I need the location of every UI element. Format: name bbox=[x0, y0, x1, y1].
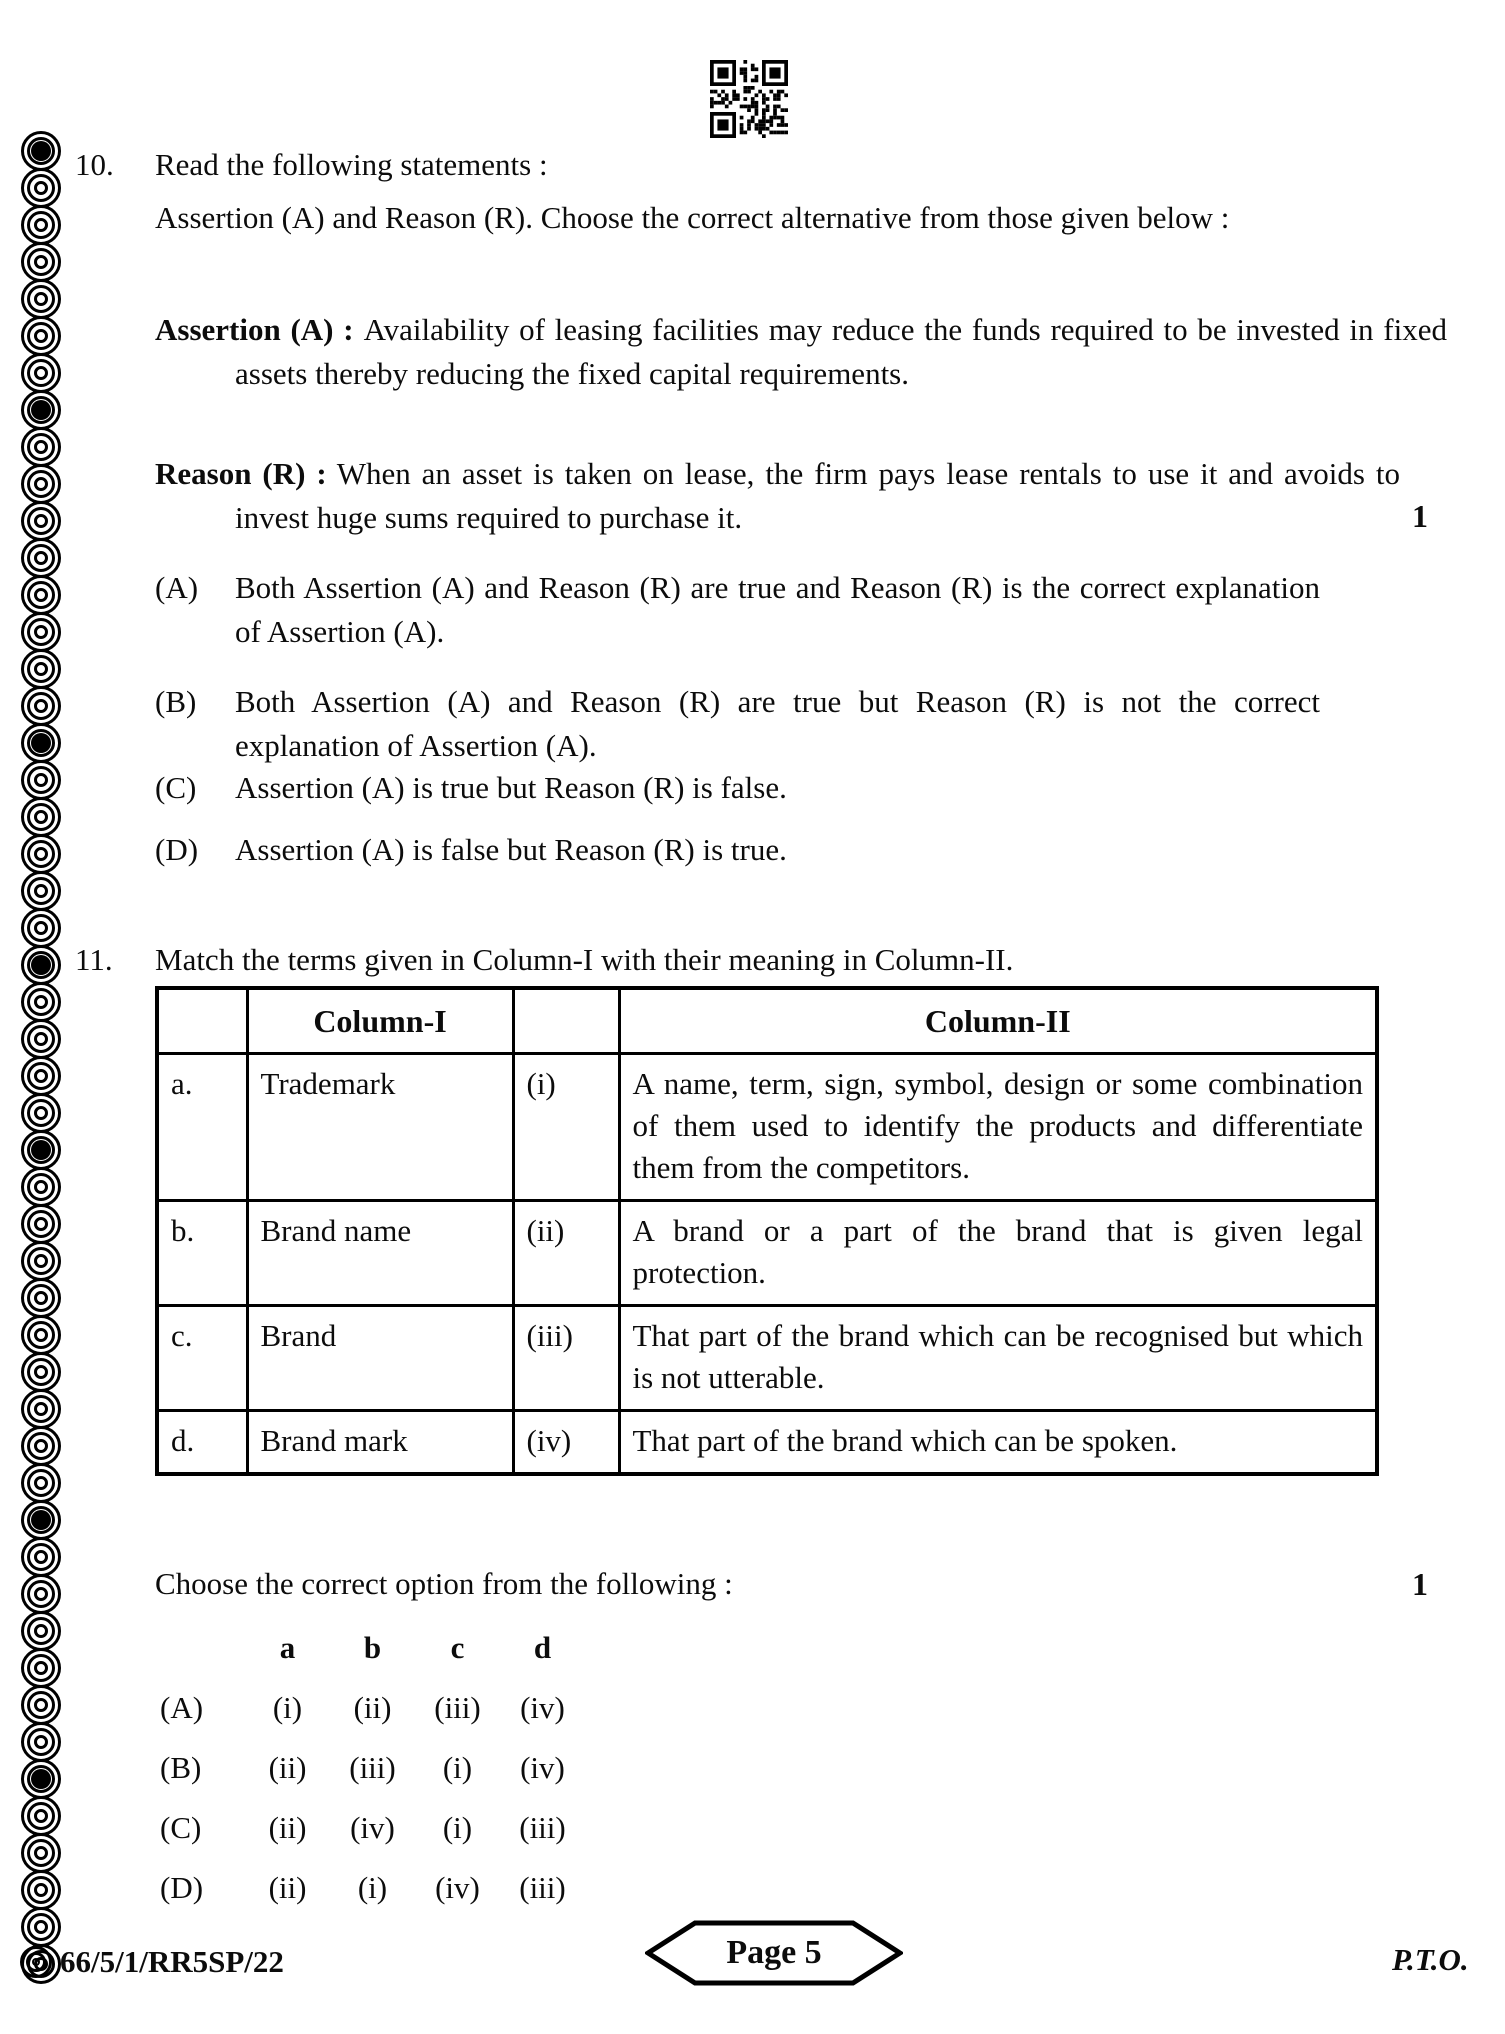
option-text: Both Assertion (A) and Reason (R) are true and Reason (R) is the correct explanation of Assertion (A). bbox=[235, 570, 1320, 649]
row-term: Brand bbox=[247, 1306, 513, 1411]
qr-code-icon bbox=[710, 60, 788, 138]
concentric-circle-ornament bbox=[21, 1093, 61, 1133]
assertion-label: Assertion (A) : bbox=[155, 312, 354, 347]
concentric-circle-ornament bbox=[21, 1648, 61, 1688]
grid-header-a: a bbox=[279, 1630, 296, 1665]
concentric-circle-ornament bbox=[21, 723, 61, 763]
option-letter: (C) bbox=[155, 770, 197, 805]
concentric-circle-ornament bbox=[21, 1241, 61, 1281]
concentric-circle-ornament bbox=[21, 797, 61, 837]
row-key: b. bbox=[157, 1201, 247, 1306]
table-header-row bbox=[157, 988, 1377, 1054]
concentric-circle-ornament bbox=[21, 1426, 61, 1466]
q10-number: 10. bbox=[75, 147, 114, 182]
concentric-circle-ornament bbox=[21, 760, 61, 800]
page-number-label: Page 5 bbox=[726, 1934, 822, 1971]
row-num: (iii) bbox=[513, 1306, 619, 1411]
row-term: Trademark bbox=[247, 1054, 513, 1201]
concentric-circle-ornament bbox=[21, 1722, 61, 1762]
header-blank bbox=[157, 988, 247, 1054]
q10-intro: Read the following statements : bbox=[155, 147, 548, 182]
row-num: (ii) bbox=[513, 1201, 619, 1306]
grid-header-c: c bbox=[450, 1630, 465, 1665]
concentric-circle-ornament bbox=[21, 1500, 61, 1540]
grid-row-B: (B) (ii) (iii) (i) (iv) bbox=[160, 1750, 565, 1785]
row-meaning: A name, term, sign, symbol, design or some combination of them used to identify the products and differentiate them from the competitors. bbox=[619, 1054, 1377, 1201]
grid-header-b: b bbox=[363, 1630, 382, 1665]
grid-header-row bbox=[155, 1626, 585, 1670]
option-text: Assertion (A) is false but Reason (R) is true. bbox=[235, 832, 787, 867]
concentric-circle-ornament bbox=[21, 1463, 61, 1503]
row-meaning: A brand or a part of the brand that is given legal protection. bbox=[619, 1201, 1377, 1306]
concentric-circle-ornament bbox=[21, 242, 61, 282]
concentric-circle-ornament bbox=[21, 390, 61, 430]
pto-label: P.T.O. bbox=[1392, 1942, 1469, 1977]
header-column-2: Column-II bbox=[619, 988, 1377, 1054]
row-meaning: That part of the brand which can be recognised but which is not utterable. bbox=[619, 1306, 1377, 1411]
concentric-circle-ornament bbox=[21, 501, 61, 541]
concentric-circle-ornament bbox=[21, 945, 61, 985]
table-row bbox=[157, 1411, 1377, 1475]
q10-option-c bbox=[155, 766, 1320, 810]
reason-label: Reason (R) : bbox=[155, 456, 327, 491]
concentric-circle-ornament bbox=[21, 1389, 61, 1429]
q10-assertion bbox=[155, 308, 1447, 396]
concentric-circle-ornament bbox=[21, 1352, 61, 1392]
paper-code bbox=[20, 1944, 284, 1980]
concentric-circle-ornament bbox=[21, 908, 61, 948]
header-column-1: Column-I bbox=[247, 988, 513, 1054]
option-letter: (B) bbox=[155, 684, 197, 719]
header-blank bbox=[513, 988, 619, 1054]
q11-intro: Match the terms given in Column-I with their meaning in Column-II. bbox=[155, 942, 1014, 977]
q10-reason bbox=[155, 452, 1400, 540]
table-row bbox=[157, 1306, 1377, 1411]
concentric-circle-ornament bbox=[21, 1315, 61, 1355]
concentric-circle-ornament bbox=[21, 1167, 61, 1207]
row-key: d. bbox=[157, 1411, 247, 1475]
row-num: (i) bbox=[513, 1054, 619, 1201]
concentric-circle-ornament bbox=[21, 1870, 61, 1910]
concentric-circle-ornament bbox=[21, 131, 61, 171]
match-table bbox=[155, 986, 1379, 1476]
concentric-circle-ornament bbox=[21, 1130, 61, 1170]
table-row bbox=[157, 1201, 1377, 1306]
concentric-circle-ornament bbox=[21, 464, 61, 504]
concentric-circle-ornament bbox=[21, 1685, 61, 1725]
row-key: c. bbox=[157, 1306, 247, 1411]
concentric-circle-ornament bbox=[21, 427, 61, 467]
grid-row-D: (D) (ii) (i) (iv) (iii) bbox=[160, 1870, 566, 1905]
option-letter: (A) bbox=[155, 570, 199, 605]
concentric-circle-ornament bbox=[21, 353, 61, 393]
row-term: Brand name bbox=[247, 1201, 513, 1306]
concentric-circle-ornament bbox=[21, 686, 61, 726]
concentric-circle-ornament bbox=[21, 1833, 61, 1873]
paper-code-text: 66/5/1/RR5SP/22 bbox=[60, 1944, 284, 1979]
grid-header-d: d bbox=[533, 1630, 552, 1665]
concentric-circle-ornament bbox=[21, 871, 61, 911]
option-text: Both Assertion (A) and Reason (R) are true but Reason (R) is not the correct explanation of Assertion (A). bbox=[235, 684, 1320, 763]
q11-option-grid bbox=[155, 1626, 585, 1926]
grid-row-C: (C) (ii) (iv) (i) (iii) bbox=[160, 1810, 566, 1845]
concentric-circle-ornament bbox=[21, 1056, 61, 1096]
q10-option-d bbox=[155, 828, 1320, 872]
concentric-circle-ornament bbox=[21, 1204, 61, 1244]
concentric-circle-icon bbox=[20, 1946, 52, 1978]
row-meaning: That part of the brand which can be spoken. bbox=[619, 1411, 1377, 1475]
concentric-circle-ornament bbox=[21, 1907, 61, 1947]
concentric-circle-ornament bbox=[21, 834, 61, 874]
q10-option-a bbox=[155, 566, 1320, 654]
concentric-circle-ornament bbox=[21, 1537, 61, 1577]
table-row bbox=[157, 1054, 1377, 1201]
ornament-border-chain bbox=[21, 134, 63, 1984]
reason-text: When an asset is taken on lease, the firm pays lease rentals to use it and avoids to invest huge sums required to purchase it. bbox=[235, 456, 1400, 535]
concentric-circle-ornament bbox=[21, 205, 61, 245]
concentric-circle-ornament bbox=[21, 1759, 61, 1799]
option-letter: (D) bbox=[155, 832, 199, 867]
row-term: Brand mark bbox=[247, 1411, 513, 1475]
concentric-circle-ornament bbox=[21, 168, 61, 208]
concentric-circle-ornament bbox=[21, 1796, 61, 1836]
concentric-circle-ornament bbox=[21, 1019, 61, 1059]
q10-marks-badge: 1 bbox=[1412, 498, 1428, 534]
assertion-text: Availability of leasing facilities may reduce the funds required to be invested in fixed assets thereby reducing the fixed capital requirements. bbox=[235, 312, 1447, 391]
concentric-circle-ornament bbox=[21, 1574, 61, 1614]
option-text: Assertion (A) is true but Reason (R) is false. bbox=[235, 770, 787, 805]
q11-number: 11. bbox=[75, 942, 113, 977]
concentric-circle-ornament bbox=[21, 1278, 61, 1318]
concentric-circle-ornament bbox=[21, 575, 61, 615]
concentric-circle-ornament bbox=[21, 538, 61, 578]
concentric-circle-ornament bbox=[21, 279, 61, 319]
q10-lead: Assertion (A) and Reason (R). Choose the correct alternative from those given below : bbox=[155, 200, 1230, 235]
concentric-circle-ornament bbox=[21, 1611, 61, 1651]
row-num: (iv) bbox=[513, 1411, 619, 1475]
grid-row-A: (A) (i) (ii) (iii) (iv) bbox=[160, 1690, 565, 1725]
q10-option-b bbox=[155, 680, 1320, 768]
concentric-circle-ornament bbox=[21, 316, 61, 356]
concentric-circle-ornament bbox=[21, 612, 61, 652]
q11-choose-line: Choose the correct option from the following : bbox=[155, 1566, 733, 1601]
row-key: a. bbox=[157, 1054, 247, 1201]
concentric-circle-ornament bbox=[21, 982, 61, 1022]
concentric-circle-ornament bbox=[21, 649, 61, 689]
q11-marks-badge: 1 bbox=[1412, 1566, 1428, 1602]
